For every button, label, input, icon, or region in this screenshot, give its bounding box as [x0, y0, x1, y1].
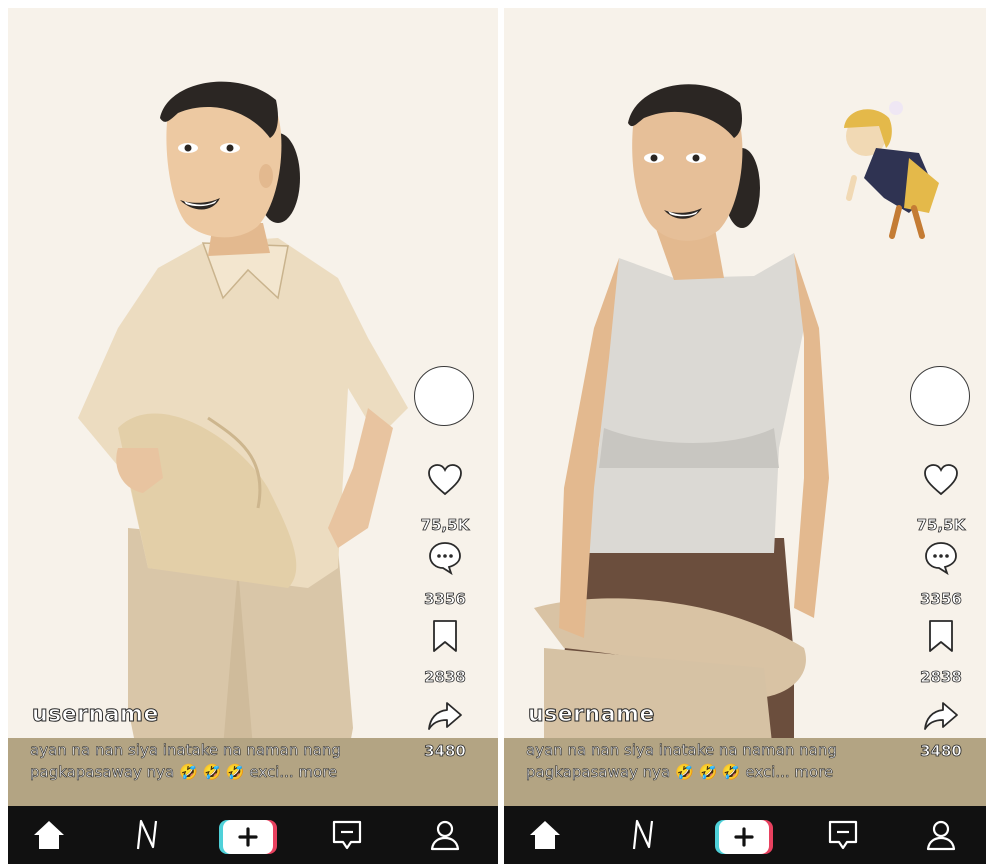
caption-line: ayan na nan siya inatake na naman nang — [30, 741, 341, 759]
creator-avatar[interactable] — [910, 366, 970, 426]
video-illustration-man-untucking-shirt — [8, 8, 498, 864]
comment-count: 3356 — [920, 590, 962, 608]
nav-profile[interactable] — [428, 818, 462, 852]
nav-inbox[interactable] — [330, 818, 364, 852]
nav-inbox[interactable] — [826, 818, 860, 852]
profile-icon — [428, 818, 462, 852]
video-illustration-woman-tank-top — [504, 8, 986, 864]
nav-home[interactable] — [528, 818, 562, 852]
nav-home[interactable] — [32, 818, 66, 852]
caption-line: pagkapasaway nya 🤣 🤣 🤣 exci... more — [30, 763, 338, 781]
home-icon — [528, 818, 562, 852]
discover-icon — [626, 818, 660, 852]
nav-profile[interactable] — [924, 818, 958, 852]
username-label[interactable]: username — [528, 702, 655, 727]
share-icon[interactable] — [427, 698, 463, 734]
profile-icon — [924, 818, 958, 852]
comment-count: 3356 — [424, 590, 466, 608]
sticker-cartoon-figure — [844, 101, 939, 236]
comment-icon[interactable] — [427, 540, 463, 576]
caption-line: pagkapasaway nya 🤣 🤣 🤣 exci... more — [526, 763, 834, 781]
heart-icon[interactable] — [923, 462, 959, 498]
save-count: 2838 — [920, 668, 962, 686]
share-count: 3480 — [920, 742, 962, 760]
like-count: 75,5K — [420, 516, 470, 534]
inbox-icon — [330, 818, 364, 852]
inbox-icon — [826, 818, 860, 852]
bookmark-icon[interactable] — [923, 618, 959, 654]
create-plus-icon[interactable] — [219, 820, 277, 854]
bottom-nav-bar — [504, 806, 986, 864]
save-count: 2838 — [424, 668, 466, 686]
video-caption[interactable] — [526, 739, 926, 783]
video-screen-left[interactable] — [8, 8, 498, 864]
discover-icon — [130, 818, 164, 852]
share-count: 3480 — [424, 742, 466, 760]
comment-icon[interactable] — [923, 540, 959, 576]
like-count: 75,5K — [916, 516, 966, 534]
bottom-nav-bar — [8, 806, 498, 864]
nav-discover[interactable] — [130, 818, 164, 852]
video-screen-right[interactable] — [504, 8, 986, 864]
caption-line: ayan na nan siya inatake na naman nang — [526, 741, 837, 759]
bookmark-icon[interactable] — [427, 618, 463, 654]
video-caption[interactable] — [30, 739, 430, 783]
username-label[interactable]: username — [32, 702, 159, 727]
home-icon — [32, 818, 66, 852]
share-icon[interactable] — [923, 698, 959, 734]
heart-icon[interactable] — [427, 462, 463, 498]
create-plus-icon[interactable] — [715, 820, 773, 854]
creator-avatar[interactable] — [414, 366, 474, 426]
nav-discover[interactable] — [626, 818, 660, 852]
